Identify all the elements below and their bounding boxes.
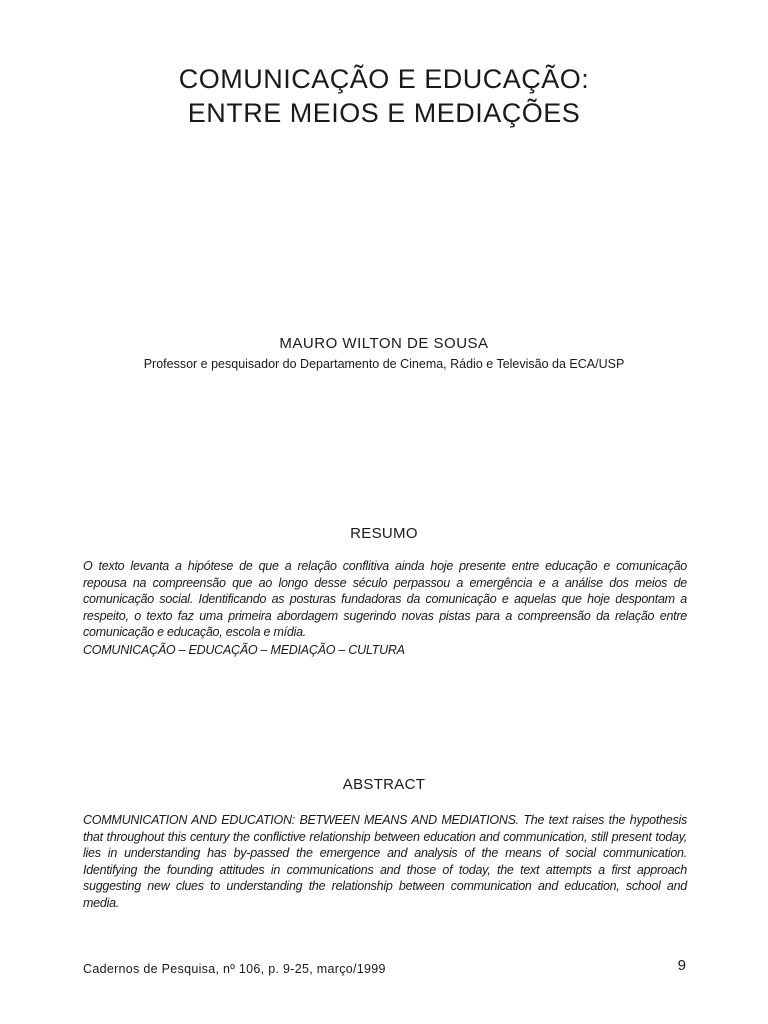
page-number: 9 bbox=[677, 957, 686, 974]
resumo-keywords: COMUNICAÇÃO – EDUCAÇÃO – MEDIAÇÃO – CULTURA bbox=[83, 643, 405, 657]
abstract-text: COMMUNICATION AND EDUCATION: BETWEEN MEANS AND MEDIATIONS. The text raises the hypothesis that throughout this century the conflictive relationship between education and communication, still present today, lies in understanding has by-passed the emergence and analysis of the means of social communication. Identifying the founding attitudes in communications and those of today, the text attempts a first approach suggesting new clues to understanding the relationship between communication and education, school and media. bbox=[83, 813, 687, 910]
abstract-heading: ABSTRACT bbox=[342, 776, 426, 793]
author-affiliation: Professor e pesquisador do Departamento de Cinema, Rádio e Televisão da ECA/USP bbox=[143, 357, 625, 371]
footer-citation: Cadernos de Pesquisa, nº 106, p. 9-25, março/1999 bbox=[83, 962, 386, 976]
author-block bbox=[0, 334, 768, 373]
title-line-2: ENTRE MEIOS E MEDIAÇÕES bbox=[187, 98, 581, 128]
resumo-heading: RESUMO bbox=[350, 525, 418, 542]
title-line-1: COMUNICAÇÃO E EDUCAÇÃO: bbox=[178, 64, 590, 94]
resumo-text: O texto levanta a hipótese de que a relação conflitiva ainda hoje presente entre educação e comunicação repousa na compreensão que ao longo desse século perpassou a emergência e a análise dos meios de comunicação social. Identificando as posturas fundadoras da comunicação e aquelas que hoje despontam a respeito, o texto faz uma primeira abordagem sugerindo novas pistas para a compreensão da relação entre comunicação e educação, escola e mídia. bbox=[83, 559, 687, 640]
author-name: MAURO WILTON DE SOUSA bbox=[279, 335, 489, 352]
article-title bbox=[0, 62, 768, 130]
